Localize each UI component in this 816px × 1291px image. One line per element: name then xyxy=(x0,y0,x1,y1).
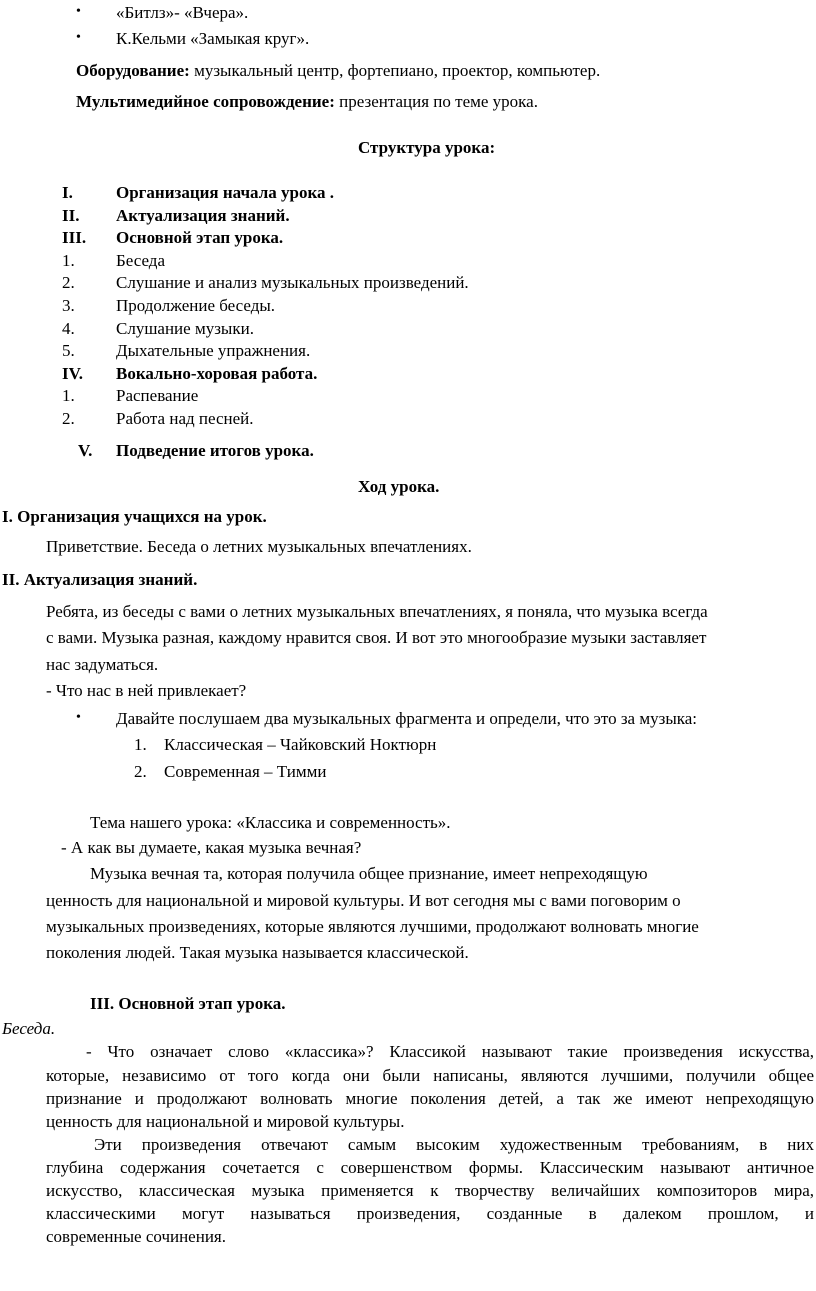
structure-text: Дыхательные упражнения. xyxy=(116,341,311,360)
list-num: 1. xyxy=(134,735,147,754)
structure-title: Структура урока: xyxy=(358,138,496,157)
structure-text: Слушание и анализ музыкальных произведений. xyxy=(116,273,469,292)
structure-num: I. xyxy=(62,183,73,202)
structure-num: 1. xyxy=(62,386,75,405)
structure-item-v xyxy=(78,441,92,461)
paragraph-line: ценность для национальной и мировой культуры. И вот сегодня мы с вами поговорим о xyxy=(46,891,681,910)
bullet-item xyxy=(116,709,697,729)
structure-num: V. xyxy=(78,441,93,460)
structure-text: Актуализация знаний. xyxy=(116,206,290,225)
structure-text: Организация начала урока . xyxy=(116,183,334,202)
structure-num: 2. xyxy=(62,273,75,292)
multimedia-text: презентация по теме урока. xyxy=(334,92,538,111)
structure-num: 1. xyxy=(62,251,75,270)
bullet-item xyxy=(116,29,309,49)
structure-text: Основной этап урока. xyxy=(116,228,284,247)
section-1-text: Приветствие. Беседа о летних музыкальных впечатлениях. xyxy=(46,537,472,556)
list-num: 2. xyxy=(134,762,147,781)
structure-text: Беседа xyxy=(116,251,165,270)
paragraph-line: Эти произведения отвечают самым высоким художественным требованиям, в них xyxy=(94,1135,814,1154)
bullet-text: Давайте послушаем два музыкальных фрагмента и определи, что это за музыка: xyxy=(116,709,698,728)
structure-num: 5. xyxy=(62,341,75,360)
structure-num: 4. xyxy=(62,319,75,338)
structure-text: Вокально-хоровая работа. xyxy=(116,364,318,383)
section-2-line: с вами. Музыка разная, каждому нравится своя. И вот это многообразие музыки заставляет xyxy=(46,628,707,647)
equipment-line xyxy=(76,61,600,81)
equipment-label: Оборудование: xyxy=(76,61,190,80)
paragraph-line: классическими могут называться произведения, созданные в далеком прошлом, и xyxy=(46,1204,814,1223)
section-1-heading: I. Организация учащихся на урок. xyxy=(2,507,267,526)
structure-num: IV. xyxy=(62,364,83,383)
course-title: Ход урока. xyxy=(358,477,440,496)
structure-text-v: Подведение итогов урока. xyxy=(116,441,314,460)
list-text: Современная – Тимми xyxy=(164,762,327,781)
paragraph-line: Музыка вечная та, которая получила общее признание, имеет непреходящую xyxy=(90,864,648,883)
bullet-text: «Битлз»- «Вчера». xyxy=(116,3,249,22)
section-2-heading: II. Актуализация знаний. xyxy=(2,570,198,589)
structure-num: 2. xyxy=(62,409,75,428)
question-line: - А как вы думаете, какая музыка вечная? xyxy=(61,838,362,857)
paragraph-line: музыкальных произведениях, которые являются лучшими, продолжают волновать многие xyxy=(46,917,699,936)
paragraph-line: признание и продолжают волновать многие поколения детей, а так же имеют непреходящую xyxy=(46,1089,814,1108)
multimedia-label: Мультимедийное сопровождение: xyxy=(76,92,335,111)
structure-text: Распевание xyxy=(116,386,199,405)
section-3-heading: III. Основной этап урока. xyxy=(90,994,286,1013)
equipment-text: музыкальный центр, фортепиано, проектор, компьютер. xyxy=(189,61,601,80)
structure-text: Слушание музыки. xyxy=(116,319,254,338)
beseda-label: Беседа. xyxy=(2,1019,56,1038)
paragraph-line: - Что означает слово «классика»? Классикой называют такие произведения искусства, xyxy=(86,1042,814,1061)
bullet-text: К.Кельми «Замыкая круг». xyxy=(116,29,310,48)
structure-num: II. xyxy=(62,206,80,225)
bullet-item xyxy=(116,3,248,23)
structure-text: Работа над песней. xyxy=(116,409,254,428)
structure-num: 3. xyxy=(62,296,75,315)
lesson-topic: Тема нашего урока: «Классика и современность». xyxy=(90,813,451,832)
music-list-item xyxy=(134,762,327,782)
multimedia-line xyxy=(76,92,538,112)
paragraph-line: глубина содержания сочетается с совершенством формы. Классическим называют античное xyxy=(46,1158,814,1177)
section-2-line: Ребята, из беседы с вами о летних музыкальных впечатлениях, я поняла, что музыка всегда xyxy=(46,602,708,621)
list-text: Классическая – Чайковский Ноктюрн xyxy=(164,735,437,754)
paragraph-line: современные сочинения. xyxy=(46,1227,226,1246)
paragraph-line: ценность для национальной и мировой культуры. xyxy=(46,1112,405,1131)
structure-num: III. xyxy=(62,228,87,247)
paragraph-line: искусство, классическая музыка применяется к творчеству величайших композиторов мира, xyxy=(46,1181,814,1200)
paragraph-line: поколения людей. Такая музыка называется классической. xyxy=(46,943,469,962)
section-2-line: нас задуматься. xyxy=(46,655,159,674)
structure-text: Продолжение беседы. xyxy=(116,296,276,315)
music-list-item xyxy=(134,735,437,755)
paragraph-line: которые, независимо от того когда они были написаны, являются лучшими, получили общее xyxy=(46,1066,814,1085)
section-2-line: - Что нас в ней привлекает? xyxy=(46,681,247,700)
